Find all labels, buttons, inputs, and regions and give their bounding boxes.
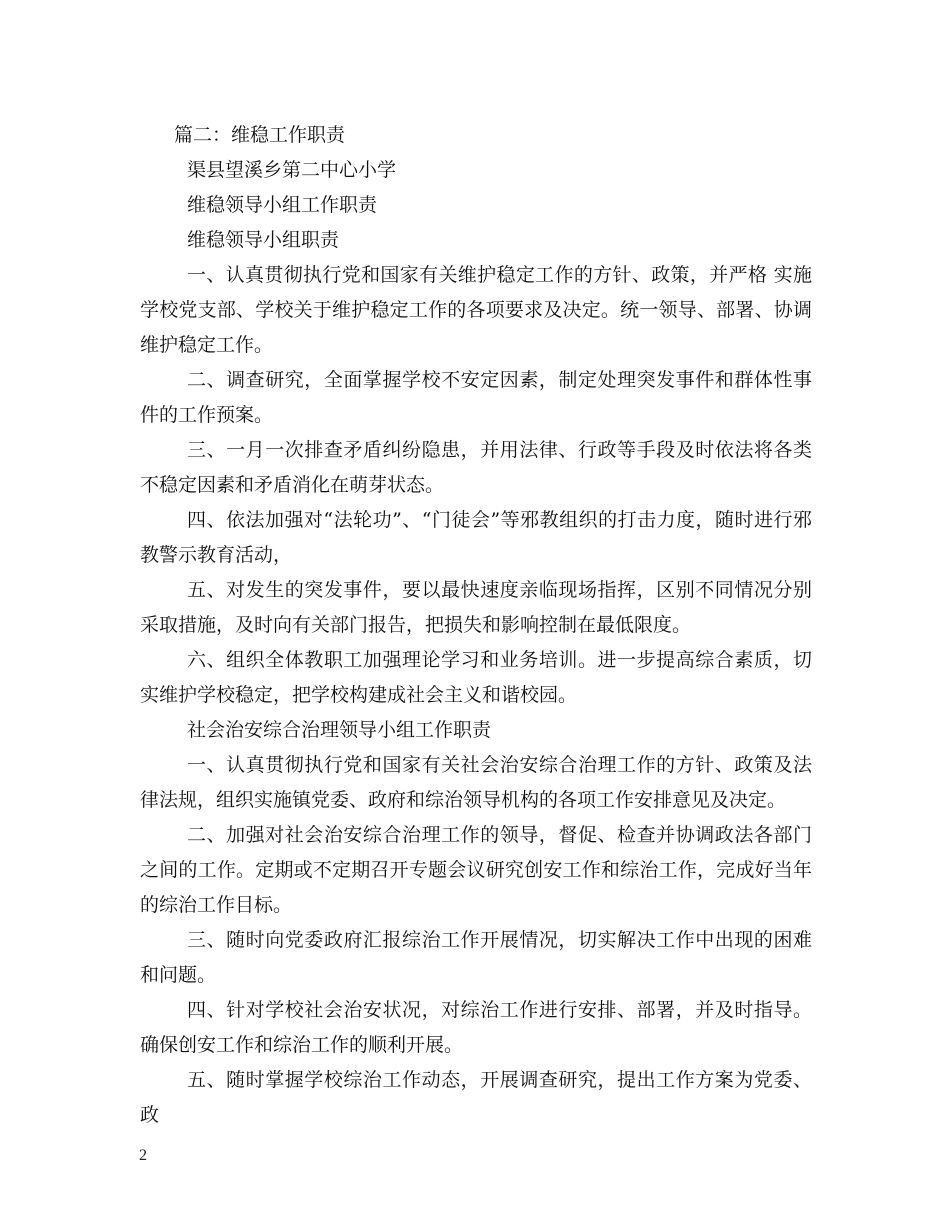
paragraph: 四、依法加强对“法轮功”、“门徒会”等邪教组织的打击力度，随时进行邪教警示教育活动， [140,509,812,566]
paragraph: 二、加强对社会治安综合治理工作的领导，督促、检查并协调政法各部门之间的工作。定期或不定期召开专题会议研究创安工作和综治工作，完成好当年的综治工作目标。 [140,824,812,916]
paragraph: 五、对发生的突发事件，要以最快速度亲临现场指挥，区别不同情况分别采取措施，及时向有关部门报告，把损失和影响控制在最低限度。 [140,579,812,636]
paragraph: 一、认真贯彻执行党和国家有关社会治安综合治理工作的方针、政策及法律法规，组织实施镇党委、政府和综治领导机构的各项工作安排意见及决定。 [140,754,812,811]
document-body [140,118,812,1133]
heading-group-responsibilities: 维稳领导小组职责 [187,229,340,251]
paragraph: 三、随时向党委政府汇报综治工作开展情况，切实解决工作中出现的困难和问题。 [140,929,812,986]
heading-group-duties: 维稳领导小组工作职责 [187,194,378,216]
paragraph: 二、调查研究，全面掌握学校不安定因素，制定处理突发事件和群体性事件的工作预案。 [140,369,812,426]
paragraph: 六、组织全体教职工加强理论学习和业务培训。进一步提高综合素质，切实维护学校稳定，把学校构建成社会主义和谐校园。 [140,649,812,706]
paragraph: 五、随时掌握学校综治工作动态，开展调查研究，提出工作方案为党委、政 [140,1069,812,1126]
paragraph: 一、认真贯彻执行党和国家有关维护稳定工作的方针、政策，并严格 实施学校党支部、学校关于维护稳定工作的各项要求及决定。统一领导、部署、协调维护稳定工作。 [140,264,812,356]
section-title: 社会治安综合治理领导小组工作职责 [187,719,492,741]
page-number: 2 [139,1147,147,1164]
heading-school: 渠县望溪乡第二中心小学 [187,159,397,181]
heading-chapter: 篇二：维稳工作职责 [174,124,346,146]
paragraph: 四、针对学校社会治安状况，对综治工作进行安排、部署，并及时指导。确保创安工作和综治工作的顺利开展。 [140,999,812,1056]
paragraph: 三、一月一次排查矛盾纠纷隐患，并用法律、行政等手段及时依法将各类不稳定因素和矛盾消化在萌芽状态。 [140,439,812,496]
